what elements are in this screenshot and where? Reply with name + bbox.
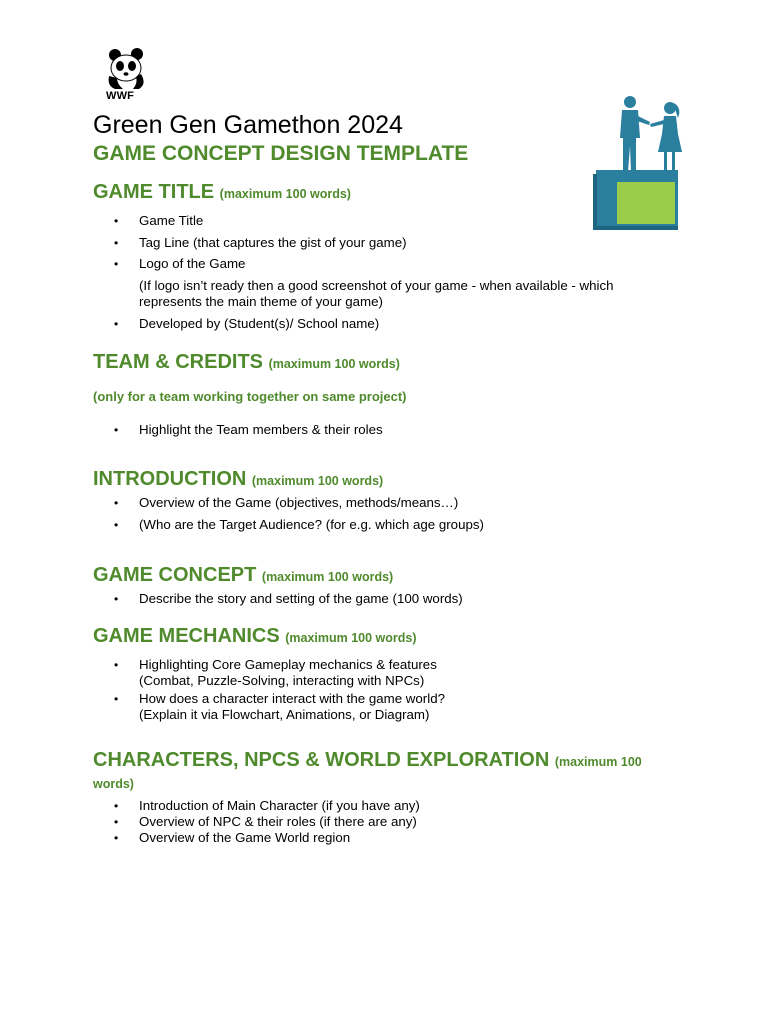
bullet-icon: • bbox=[114, 496, 119, 510]
document-subtitle: GAME CONCEPT DESIGN TEMPLATE bbox=[93, 142, 469, 165]
logo-text: WWF bbox=[106, 90, 135, 102]
heading-text: GAME CONCEPT bbox=[93, 564, 257, 586]
heading-text: INTRODUCTION bbox=[93, 468, 247, 490]
bullet-icon: • bbox=[114, 658, 119, 672]
bullet-icon: • bbox=[114, 518, 119, 532]
bullet-icon: • bbox=[114, 692, 119, 706]
logo-note-line: represents the main theme of your game) bbox=[139, 294, 383, 309]
heading-note: (maximum 100 words) bbox=[251, 474, 384, 488]
section-heading-characters bbox=[93, 750, 673, 794]
list-item-continuation: (Combat, Puzzle-Solving, interacting with NPCs) bbox=[139, 673, 425, 688]
list-item-text: Highlight the Team members & their roles bbox=[139, 422, 383, 437]
bullet-icon: • bbox=[114, 257, 119, 271]
list-item-text: Developed by (Student(s)/ School name) bbox=[139, 316, 380, 331]
bullet-icon: • bbox=[114, 592, 119, 606]
section-heading-introduction bbox=[93, 467, 383, 493]
list-item-text: Game Title bbox=[139, 213, 204, 228]
wwf-logo bbox=[103, 46, 151, 104]
list-item-text: Describe the story and setting of the game (100 words) bbox=[139, 591, 463, 606]
list-item-text: Overview of NPC & their roles (if there are any) bbox=[139, 814, 417, 829]
heading-note: (maximum 100 words) bbox=[268, 357, 400, 371]
heading-text: GAME TITLE bbox=[93, 181, 215, 203]
section-heading-game-title bbox=[93, 180, 351, 206]
heading-note: (maximum 100 words) bbox=[285, 631, 417, 645]
heading-note: (maximum 100 words) bbox=[219, 187, 351, 201]
heading-text: GAME MECHANICS bbox=[93, 625, 280, 647]
heading-text: TEAM & CREDITS bbox=[93, 351, 263, 373]
list-item-text: How does a character interact with the game world? bbox=[139, 691, 445, 706]
bullet-icon: • bbox=[114, 799, 119, 813]
heading-note: (maximum 100 words) bbox=[261, 570, 394, 584]
logo-note-line: (If logo isn’t ready then a good screenshot of your game - when available - which bbox=[139, 278, 614, 293]
list-item-text: Overview of the Game (objectives, methods/means…) bbox=[139, 495, 459, 510]
list-item-text: Tag Line (that captures the gist of your game) bbox=[139, 235, 407, 250]
team-subnote: (only for a team working together on same project) bbox=[93, 389, 407, 404]
bullet-icon: • bbox=[114, 815, 119, 829]
list-item-text: Highlighting Core Gameplay mechanics & features bbox=[139, 657, 437, 672]
children-on-box-icon bbox=[592, 94, 684, 234]
bullet-icon: • bbox=[114, 236, 119, 250]
bullet-icon: • bbox=[114, 214, 119, 228]
list-item-text: Logo of the Game bbox=[139, 256, 246, 271]
heading-text: CHARACTERS, NPCS & WORLD EXPLORATION bbox=[93, 749, 550, 771]
section-heading-team bbox=[93, 350, 400, 376]
bullet-icon: • bbox=[114, 423, 119, 437]
bullet-icon: • bbox=[114, 317, 119, 331]
document-title: Green Gen Gamethon 2024 bbox=[93, 111, 403, 139]
list-item-continuation: (Explain it via Flowchart, Animations, or Diagram) bbox=[139, 707, 430, 722]
heading-note: (maximum 100 words) bbox=[93, 755, 642, 791]
list-item-text: (Who are the Target Audience? (for e.g. which age groups) bbox=[139, 517, 484, 532]
section-heading-game-mechanics bbox=[93, 624, 417, 650]
panda-icon bbox=[103, 46, 151, 90]
section-heading-game-concept bbox=[93, 563, 393, 589]
list-item-text: Introduction of Main Character (if you have any) bbox=[139, 798, 420, 813]
list-item-text: Overview of the Game World region bbox=[139, 830, 351, 845]
bullet-icon: • bbox=[114, 831, 119, 845]
